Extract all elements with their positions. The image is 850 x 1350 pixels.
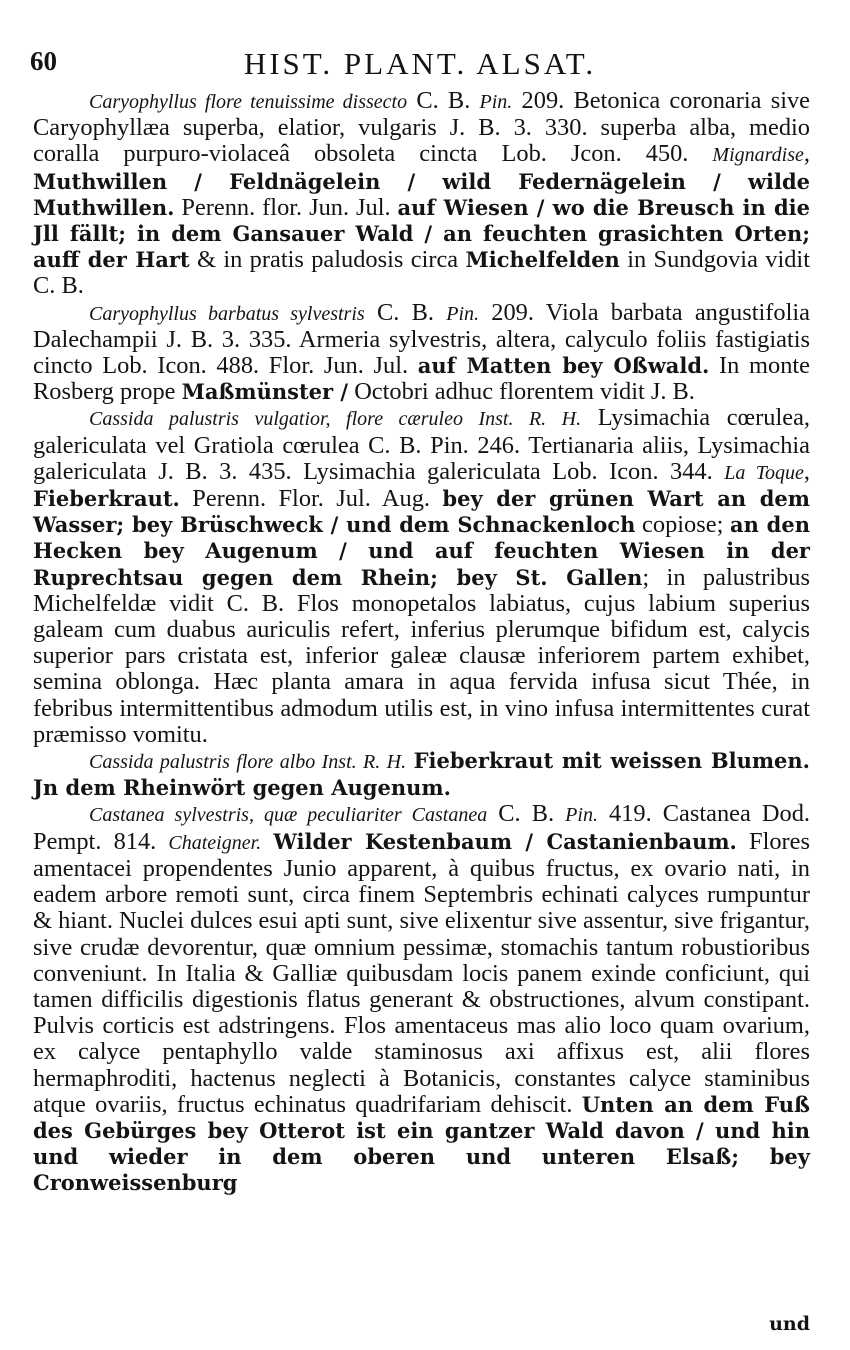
entry-caryophyllus-barbatus — [33, 300, 810, 406]
german-locality: Maßmünster / — [181, 379, 349, 405]
reference-abbrev: Pin. — [446, 302, 480, 325]
latin-name: Caryophyllus barbatus sylvestris — [89, 302, 365, 325]
latin-name: Caryophyllus flore tenuissime dissecto — [89, 91, 408, 113]
entry-caryophyllus-tenuissime — [33, 88, 810, 300]
text-run: copiose; — [635, 511, 730, 539]
reference-abbrev: Pin. — [565, 804, 598, 827]
german-locality: Unten an dem Fuß des Gebürges bey Otterot ist ein gantzer Wald davon / und hin und wieder in dem oberen und unteren Elsaß; bey Cronweissenburg — [33, 1091, 811, 1196]
text-run: C. B. — [364, 298, 447, 326]
german-name: Fieberkraut. — [33, 486, 180, 512]
text-run: Lysimachia cœrulea, galericulata vel Gratiola cœrulea C. B. Pin. 246. Tertianaria aliis, Lysimachia galericulata J. B. 3. 435. Lysimachia galericulata Lob. Icon. 344. — [33, 404, 810, 485]
latin-name: Cassida palustris vulgatior, flore cæruleo Inst. R. H. — [89, 408, 582, 431]
french-name: La Toque — [724, 461, 804, 484]
text-run: Octobri adhuc florentem vidit J. B. — [348, 378, 695, 406]
german-name: Muthwillen / Feldnägelein / wild Federnägelein / wilde Muthwillen. — [33, 168, 810, 220]
text-run: , — [803, 457, 810, 485]
french-name: Chateigner. — [168, 831, 262, 854]
body-text — [33, 88, 810, 1197]
page-header — [30, 46, 810, 86]
text-run: 209. Betonica coronaria sive Caryophyllæa superba, elatior, vulgaris J. B. 3. 330. superba alba, medio coralla purpuro-violaceâ obsoleta cincta Lob. Jcon. 450. — [33, 87, 810, 168]
text-run: 419. Castanea Dod. Pempt. 814. — [33, 800, 810, 855]
text-run: C. B. — [407, 87, 480, 114]
german-locality: auf Matten bey Oßwald. — [417, 353, 710, 379]
entry-cassida-albo — [33, 748, 810, 801]
text-run — [406, 747, 414, 774]
text-run: ; in palustribus Michelfeldæ vidit C. B. Flos monopetalos labiatus, cujus labium superius galeam cum duabus auriculis refert, inferius plerumque bifidum est, calycis superior pars cristata est, inferior galeæ clausæ inferiorem partem exhibet, semina oblonga. Hæc planta amara in aqua fervida infusa sicut Thée, in febribus intermittentibus admodum utilis est, in vino infusa intermittentes curat præmisso vomitu. — [33, 563, 810, 748]
latin-name: Castanea sylvestris, quæ peculiariter Castanea — [89, 804, 488, 827]
text-run: Flores amentacei propendentes Junio apparent, à quibus fructus, ex ovario nati, in eadem arbore remoti sunt, circa finem Septembris echinati calyces rumpuntur & hiant. Nuclei dulces esui apti sunt, sive elixentur sive assentur, sive frigantur, sive crudæ devorentur, quæ omnium pessimæ, stomachis tantum robustioribus conveniunt. In Italia & Galliæ quibusdam locis panem exinde conficiunt, qui tamen difficilis digestionis flatus generant & obstructiones, alvum constipant. Pulvis corticis est adstringens. Flos amentaceus mas alio loco quam ovarium, ex calyce pentaphyllo valde staminosus axi affixus est, alii flores hermaphroditi, hactenus neglecti à Botanicis, constantes calyce staminibus atque ovariis, fructus echinatus quadrifariam dehiscit. — [33, 827, 811, 1118]
latin-name: Cassida palustris flore albo Inst. R. H. — [89, 751, 407, 774]
reference-abbrev: Pin. — [479, 91, 513, 113]
page-number: 60 — [30, 46, 57, 76]
running-head: HIST. PLANT. ALSAT. — [243, 46, 597, 81]
text-run: in Sundgovia vidit C. B. — [33, 246, 810, 300]
entry-cassida-vulgatior — [33, 405, 810, 748]
french-name: Mignardise — [712, 144, 804, 167]
text-run: & in pratis paludosis circa — [189, 246, 466, 274]
german-locality: an den Hecken bey Augenum / und auf feuchten Wiesen in der Ruprechtsau gegen dem Rhein; bey St. Gallen — [33, 512, 810, 590]
german-locality: bey der grünen Wart an dem Wasser; bey Brüschweck / und dem Schnackenloch — [33, 486, 810, 538]
text-run — [261, 828, 273, 855]
text-run: Perenn. Flor. Jul. Aug. — [179, 485, 443, 513]
entry-castanea — [33, 801, 810, 1196]
text-run: In monte Rosberg prope — [33, 352, 811, 406]
text-run: C. B. — [487, 800, 566, 828]
text-run: 209. Viola barbata angustifolia Dalechampii J. B. 3. 335. Armeria sylvestris, altera, calyculo foliis fastigiatis cincto Lob. Icon. 488. Flor. Jun. Jul. — [33, 298, 810, 380]
german-name: Wilder Kestenbaum / Castanienbaum. — [273, 828, 737, 854]
german-locality: Michelfelden — [465, 247, 620, 273]
catchword: und — [769, 1313, 810, 1335]
text-run: , — [803, 140, 810, 168]
german-name: Fieberkraut mit weissen Blumen. Jn dem Rheinwört gegen Augenum. — [33, 748, 810, 801]
text-run: Perenn. flor. Jun. Jul. — [174, 193, 398, 221]
german-locality: auf Wiesen / wo die Breusch in die Jll fällt; in dem Gansauer Wald / an feuchten grasichten Orten; auff der Hart — [33, 194, 810, 273]
